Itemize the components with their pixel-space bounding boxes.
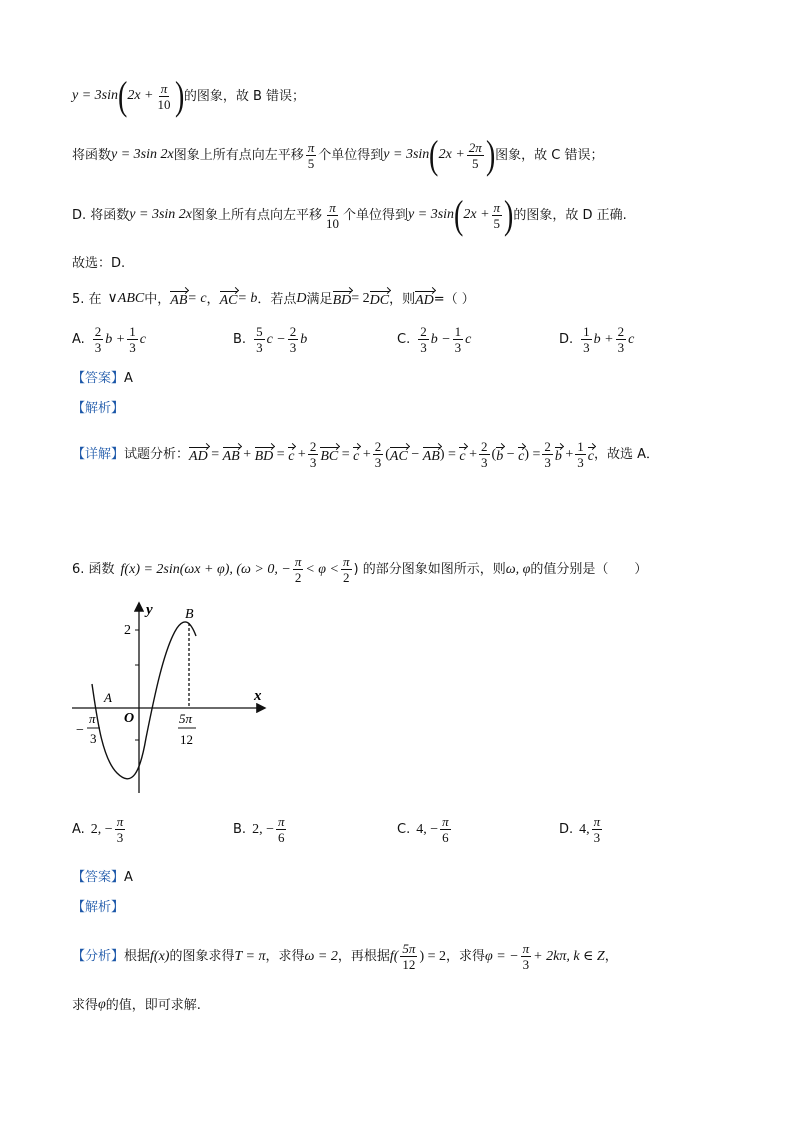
option-label: A. (72, 332, 85, 347)
vector-c: c (518, 446, 524, 464)
text: ，则 (389, 291, 416, 307)
math-expr: < φ < (305, 561, 339, 577)
text: ，求得 (446, 949, 486, 964)
denominator: 3 (583, 340, 590, 355)
text: 试题分析： (124, 447, 190, 462)
q5-answer (72, 372, 133, 385)
paren-right: ) (504, 192, 514, 237)
paren-right: ) (174, 73, 184, 118)
numerator: 5π (402, 941, 416, 956)
text: 图象上所有点向左平移 (173, 147, 304, 163)
vector-ab: AB (170, 290, 187, 308)
numerator: 1 (583, 324, 590, 339)
numerator: 2 (94, 324, 102, 339)
numerator: π (116, 814, 124, 829)
x-axis-label: x (254, 688, 262, 704)
answer-tag: 【答案】 (72, 371, 125, 386)
math-expr: 2x + (463, 207, 490, 222)
text: 个单位得到 (343, 207, 409, 223)
math-expr: + 2kπ, k ∈ Z (533, 948, 605, 964)
fraction (581, 325, 592, 354)
q6-option-a[interactable] (72, 815, 127, 844)
fraction (115, 815, 126, 844)
numerator: 1 (129, 324, 136, 339)
vector-ac: AC (220, 290, 238, 308)
math-expr: b (300, 331, 308, 347)
numerator: π (493, 199, 501, 215)
text: 的图象，故 B 错误； (183, 88, 306, 104)
fraction (418, 325, 429, 354)
text: 个单位得到 (318, 147, 384, 163)
denominator: 10 (326, 215, 340, 231)
math-expr: f( (389, 948, 399, 964)
denominator: 2 (294, 570, 302, 585)
fraction (324, 201, 341, 230)
math-expr: ∨ABC (107, 291, 145, 306)
fraction (467, 141, 484, 170)
q6-option-c[interactable] (397, 815, 453, 844)
text: =（ ） (433, 291, 475, 307)
neg-sign: − (76, 723, 84, 738)
denominator: 3 (94, 340, 102, 355)
text: ) 的部分图象如图所示，则 (353, 562, 506, 577)
vector-c: c (459, 446, 465, 464)
math-expr: y = 3sin (408, 207, 455, 222)
denominator: 5 (472, 155, 479, 171)
fraction (156, 82, 173, 111)
fraction (400, 942, 417, 971)
math-expr: 2, − (90, 821, 113, 837)
vector-bd: BD (255, 446, 274, 464)
q5-option-a[interactable] (72, 325, 146, 354)
origin-label: O (124, 711, 135, 726)
math-expr: 4, (579, 821, 590, 837)
math-expr: = 2 (351, 291, 370, 306)
numerator: π (442, 814, 449, 829)
text: 5. 在 (72, 291, 102, 307)
text: 根据 (124, 949, 151, 964)
vector-bc: BC (320, 446, 338, 464)
paren-left: ( (454, 192, 464, 237)
math-expr: φ (98, 997, 106, 1012)
numerator: 2π (468, 139, 482, 155)
numerator: 2 (617, 324, 625, 339)
pos-numerator: 5π (179, 711, 193, 726)
denominator: 10 (157, 96, 171, 112)
denominator: 3 (129, 340, 136, 355)
denominator: 5 (307, 155, 315, 171)
q5-option-d[interactable] (559, 325, 634, 354)
text: 图象，故 C 错误； (495, 147, 604, 163)
vector-b: b (555, 446, 562, 464)
point-b-label: B (185, 607, 194, 622)
denominator: 3 (522, 957, 530, 972)
vector-dc: DC (370, 290, 389, 308)
math-expr: y = 3sin 2x (111, 147, 174, 162)
q6-fenxi (72, 942, 618, 971)
fraction (306, 141, 317, 170)
vector-c: c (353, 446, 359, 464)
numerator: 2 (289, 324, 297, 339)
math-expr: f(x) (150, 948, 170, 964)
denominator: 3 (116, 830, 124, 845)
fraction (592, 815, 603, 844)
q6-last-line (72, 998, 201, 1012)
q5-option-c[interactable] (397, 325, 471, 354)
fraction (440, 815, 451, 844)
math-expr: = c (187, 291, 207, 306)
numerator: π (294, 554, 302, 569)
q5-option-b[interactable] (233, 325, 307, 354)
label-two: 2 (124, 623, 131, 638)
q6-option-d[interactable] (559, 815, 604, 844)
detail-tag: 【详解】 (72, 447, 125, 462)
pos-denominator: 12 (180, 732, 193, 747)
paren-left: ( (117, 73, 128, 118)
math-expr: ) = 2 (419, 948, 446, 964)
text: 中， (144, 291, 171, 307)
math-expr: c (465, 331, 472, 347)
analysis-tag: 【解析】 (72, 900, 125, 915)
option-label: B. (233, 332, 247, 347)
answer-value: A (124, 371, 133, 386)
neg-denominator: 3 (90, 731, 97, 746)
denominator: 5 (493, 215, 501, 231)
vector-ad: AD (415, 290, 434, 308)
math-expr: y = 3sin 2x (129, 207, 192, 222)
numerator: π (277, 814, 285, 829)
q6-analysis (72, 901, 124, 914)
text-line-2 (72, 132, 604, 177)
text: ， (206, 291, 220, 307)
fenxi-tag: 【分析】 (72, 949, 125, 964)
denominator: 6 (277, 830, 285, 845)
text-line-1 (72, 73, 306, 118)
vector-ac: AC (390, 446, 408, 464)
text: 图象上所有点向左平移 (192, 207, 323, 223)
math-expr: φ = − (485, 948, 519, 964)
denominator: 6 (442, 830, 449, 845)
fraction (492, 201, 503, 230)
answer-tag: 【答案】 (72, 870, 125, 885)
math-expr: 2, − (252, 821, 274, 837)
denominator: 3 (420, 340, 427, 355)
fraction (616, 325, 627, 354)
denominator: 3 (617, 340, 625, 355)
math-expr: 2x + (127, 88, 154, 103)
math-expr: 2x + (438, 147, 465, 162)
numerator: π (160, 80, 168, 96)
fraction: $\frac{2}{3}$ (309, 439, 317, 470)
q5-analysis (72, 402, 124, 415)
text: 的值，即可求解. (105, 997, 201, 1013)
option-label: B. (233, 822, 247, 837)
vector-ab: AB (423, 446, 440, 464)
math-expr: 4, − (416, 821, 439, 837)
text: 将函数 (72, 147, 112, 163)
option-label: D. (559, 822, 574, 837)
math-expr: = b (237, 291, 258, 306)
math-expr: y = 3sin (383, 147, 430, 162)
neg-numerator: π (89, 711, 96, 726)
option-label: C. (397, 332, 411, 347)
math-expr: c − (266, 331, 286, 347)
math-expr: f(x) = 2sin(ωx + φ), (ω > 0, − (120, 561, 291, 577)
numerator: π (307, 139, 315, 155)
q6-answer (72, 871, 133, 884)
numerator: π (593, 814, 601, 829)
numerator: 1 (454, 324, 462, 339)
denominator: 3 (454, 340, 462, 355)
math-expr: b + (105, 331, 126, 347)
answer-value: A (124, 870, 133, 885)
numerator: 2 (420, 324, 427, 339)
option-label: A. (72, 822, 85, 837)
text: ， (604, 949, 618, 964)
fraction (254, 325, 265, 354)
fraction (288, 325, 299, 354)
math-expr: b − (430, 331, 451, 347)
analysis-tag: 【解析】 (72, 401, 125, 416)
question-6-stem (72, 555, 647, 584)
text-line-3 (72, 192, 627, 237)
math-expr: b + (593, 331, 614, 347)
question-5-stem (72, 290, 475, 308)
text: ，求得 (265, 949, 305, 964)
vector-bd: BD (333, 290, 352, 308)
text: 的图象，故 D 正确. (513, 207, 627, 223)
text: ，再根据 (337, 949, 390, 964)
math-expr: D (296, 291, 307, 306)
text: 的值分别是（ ） (530, 562, 648, 577)
fraction (341, 555, 352, 584)
fraction (93, 325, 104, 354)
vector-c: c (588, 446, 594, 464)
paren-left: ( (429, 132, 439, 177)
point-a-label: A (104, 690, 112, 705)
fraction (127, 325, 138, 354)
math-expr: ω, φ (505, 561, 531, 577)
fraction: $\frac{2}{3}$ (481, 439, 488, 470)
numerator: π (329, 199, 336, 215)
text: D. 将函数 (72, 207, 130, 223)
text: 满足 (306, 291, 333, 307)
q6-option-b[interactable] (233, 815, 288, 844)
denominator: 3 (593, 830, 601, 845)
math-expr: ω = 2 (304, 948, 338, 964)
vector-ab: AB (223, 446, 240, 464)
vector-ad: AD (189, 446, 208, 464)
denominator: 2 (342, 570, 350, 585)
vector-b: b (496, 446, 503, 464)
denominator: 3 (256, 340, 263, 355)
fraction (453, 325, 464, 354)
text: ，故选 A． (594, 447, 660, 462)
text: 求得 (72, 997, 99, 1013)
fraction (293, 555, 304, 584)
denominator: 12 (402, 957, 416, 972)
math-expr: y = 3sin (72, 88, 118, 103)
text: ．若点 (257, 291, 297, 307)
vector-c: c (288, 446, 294, 464)
fraction (521, 942, 532, 971)
text: 的图象求得 (169, 949, 235, 964)
option-label: D. (559, 332, 574, 347)
fraction (276, 815, 287, 844)
y-axis-label: y (146, 602, 153, 618)
fraction: $\frac{2}{3}$ (374, 439, 382, 470)
numerator: 5 (256, 324, 263, 339)
paren-right: ) (485, 132, 496, 177)
fraction: $\frac{1}{3}$ (577, 439, 584, 470)
numerator: π (342, 554, 350, 569)
math-expr: c (628, 331, 635, 347)
text-line-4: 故选：D. (72, 256, 126, 271)
text: 6. 函数 (72, 562, 115, 577)
fraction: $\frac{2}{3}$ (544, 439, 551, 470)
denominator: 3 (289, 340, 297, 355)
q5-detail: 【详解】 试题分析： AD = AB + BD = c + $\frac{2}{3}$ BC = c + $\frac{2}{3}$ ( AC − AB ) = c + $\frac{2}{3}$ ( b − c ) = $\frac{2}{3}$ b + $\frac{1}{3}$ c ，故选 A． (72, 439, 660, 470)
numerator: π (522, 941, 530, 956)
math-expr: c (139, 331, 146, 347)
sine-graph (72, 598, 272, 798)
option-label: C. (397, 822, 411, 837)
math-expr: T = π (234, 948, 266, 964)
